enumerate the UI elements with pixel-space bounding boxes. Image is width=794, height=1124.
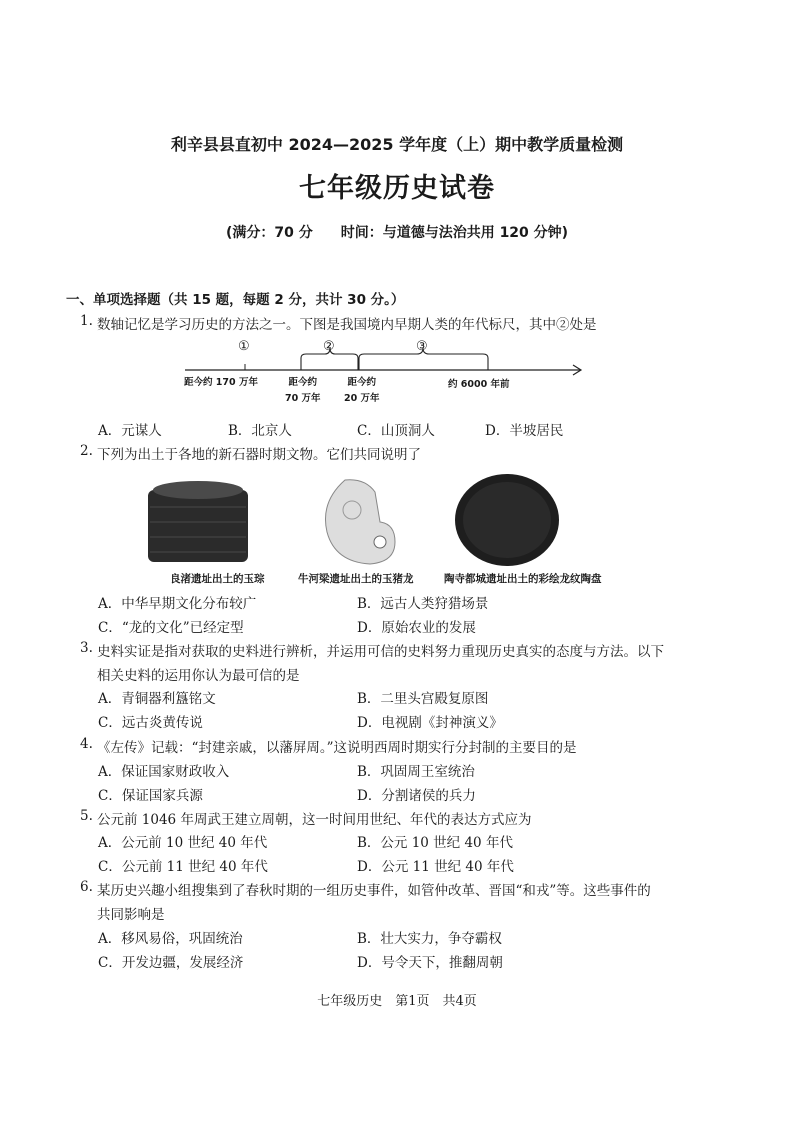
option: C．山顶洞人 bbox=[357, 423, 435, 439]
timeline-label: 距今约 70 万年 bbox=[285, 377, 321, 404]
option: A．保证国家财政收入 bbox=[98, 764, 230, 780]
option: A．移风易俗，巩固统治 bbox=[98, 931, 243, 947]
q6-number: 6. bbox=[80, 879, 93, 895]
exam-title: 七年级历史试卷 bbox=[299, 173, 495, 204]
option: A．元谋人 bbox=[98, 423, 162, 439]
option: D．分割诸侯的兵力 bbox=[357, 788, 476, 804]
artifact-images bbox=[140, 472, 570, 572]
q1-stem: 数轴记忆是学习历史的方法之一。下图是我国境内早期人类的年代标尺，其中②处是 bbox=[97, 317, 597, 333]
option: B．远古人类狩猎场景 bbox=[357, 596, 489, 612]
option: D．电视剧《封神演义》 bbox=[357, 715, 503, 731]
option: A．中华早期文化分布较广 bbox=[98, 596, 257, 612]
option: A．公元前 10 世纪 40 年代 bbox=[98, 835, 268, 851]
option: C．开发边疆，发展经济 bbox=[98, 955, 244, 971]
q2-stem: 下列为出土于各地的新石器时期文物。它们共同说明了 bbox=[97, 447, 421, 463]
q5-stem: 公元前 1046 年周武王建立周朝，这一时间用世纪、年代的表达方式应为 bbox=[97, 812, 532, 828]
option: D．原始农业的发展 bbox=[357, 620, 476, 636]
option: B．巩固周王室统治 bbox=[357, 764, 475, 780]
option: C．“龙的文化”已经定型 bbox=[98, 620, 244, 636]
image-caption: 牛河梁遗址出土的玉猪龙 bbox=[298, 573, 414, 585]
q6-stem-cont: 共同影响是 bbox=[97, 907, 165, 923]
option: C．远古炎黄传说 bbox=[98, 715, 203, 731]
q1-number: 1. bbox=[80, 313, 93, 329]
option: B．北京人 bbox=[228, 423, 292, 439]
mark-2: ② bbox=[323, 339, 335, 354]
mark-3: ③ bbox=[416, 339, 428, 354]
timeline-label: 距今约 170 万年 bbox=[184, 377, 258, 388]
painted-pottery-plate-image bbox=[455, 474, 559, 566]
exam-info: (满分：70 分 时间：与道德与法治共用 120 分钟) bbox=[225, 225, 569, 241]
q3-number: 3. bbox=[80, 640, 93, 656]
option: C．公元前 11 世纪 40 年代 bbox=[98, 859, 268, 875]
image-caption: 良渚遗址出土的玉琮 bbox=[170, 573, 265, 585]
option: B．二里头宫殿复原图 bbox=[357, 691, 489, 707]
option: B．壮大实力，争夺霸权 bbox=[357, 931, 502, 947]
mark-1: ① bbox=[238, 339, 250, 354]
q3-stem-cont: 相关史料的运用你认为最可信的是 bbox=[97, 668, 300, 684]
timeline-label: 约 6000 年前 bbox=[448, 379, 510, 390]
option: D．公元 11 世纪 40 年代 bbox=[357, 859, 514, 875]
q5-number: 5. bbox=[80, 808, 93, 824]
option: C．保证国家兵源 bbox=[98, 788, 203, 804]
q4-number: 4. bbox=[80, 736, 93, 752]
school-title: 利辛县县直初中 2024—2025 学年度（上）期中教学质量检测 bbox=[170, 135, 624, 154]
section-heading: 一、单项选择题（共 15 题，每题 2 分，共计 30 分。） bbox=[66, 292, 405, 308]
option: D．号令天下，推翻周朝 bbox=[357, 955, 503, 971]
q6-stem: 某历史兴趣小组搜集到了春秋时期的一组历史事件，如管仲改革、晋国“和戎”等。这些事件的 bbox=[97, 883, 651, 899]
option: A．青铜器利簋铭文 bbox=[98, 691, 216, 707]
option: D．半坡居民 bbox=[485, 423, 564, 439]
q2-number: 2. bbox=[80, 443, 93, 459]
jade-cong-image bbox=[148, 481, 248, 562]
q4-stem: 《左传》记载：“封建亲戚，以藩屏周。”这说明西周时期实行分封制的主要目的是 bbox=[97, 740, 577, 756]
image-caption: 陶寺都城遗址出土的彩绘龙纹陶盘 bbox=[444, 573, 602, 585]
timeline-label: 距今约 20 万年 bbox=[344, 377, 380, 404]
page-footer: 七年级历史 第1页 共4页 bbox=[317, 994, 477, 1009]
jade-pig-dragon-image bbox=[325, 480, 395, 564]
option: B．公元 10 世纪 40 年代 bbox=[357, 835, 513, 851]
q3-stem: 史料实证是指对获取的史料进行辨析，并运用可信的史料努力重现历史真实的态度与方法。以下 bbox=[97, 644, 664, 660]
